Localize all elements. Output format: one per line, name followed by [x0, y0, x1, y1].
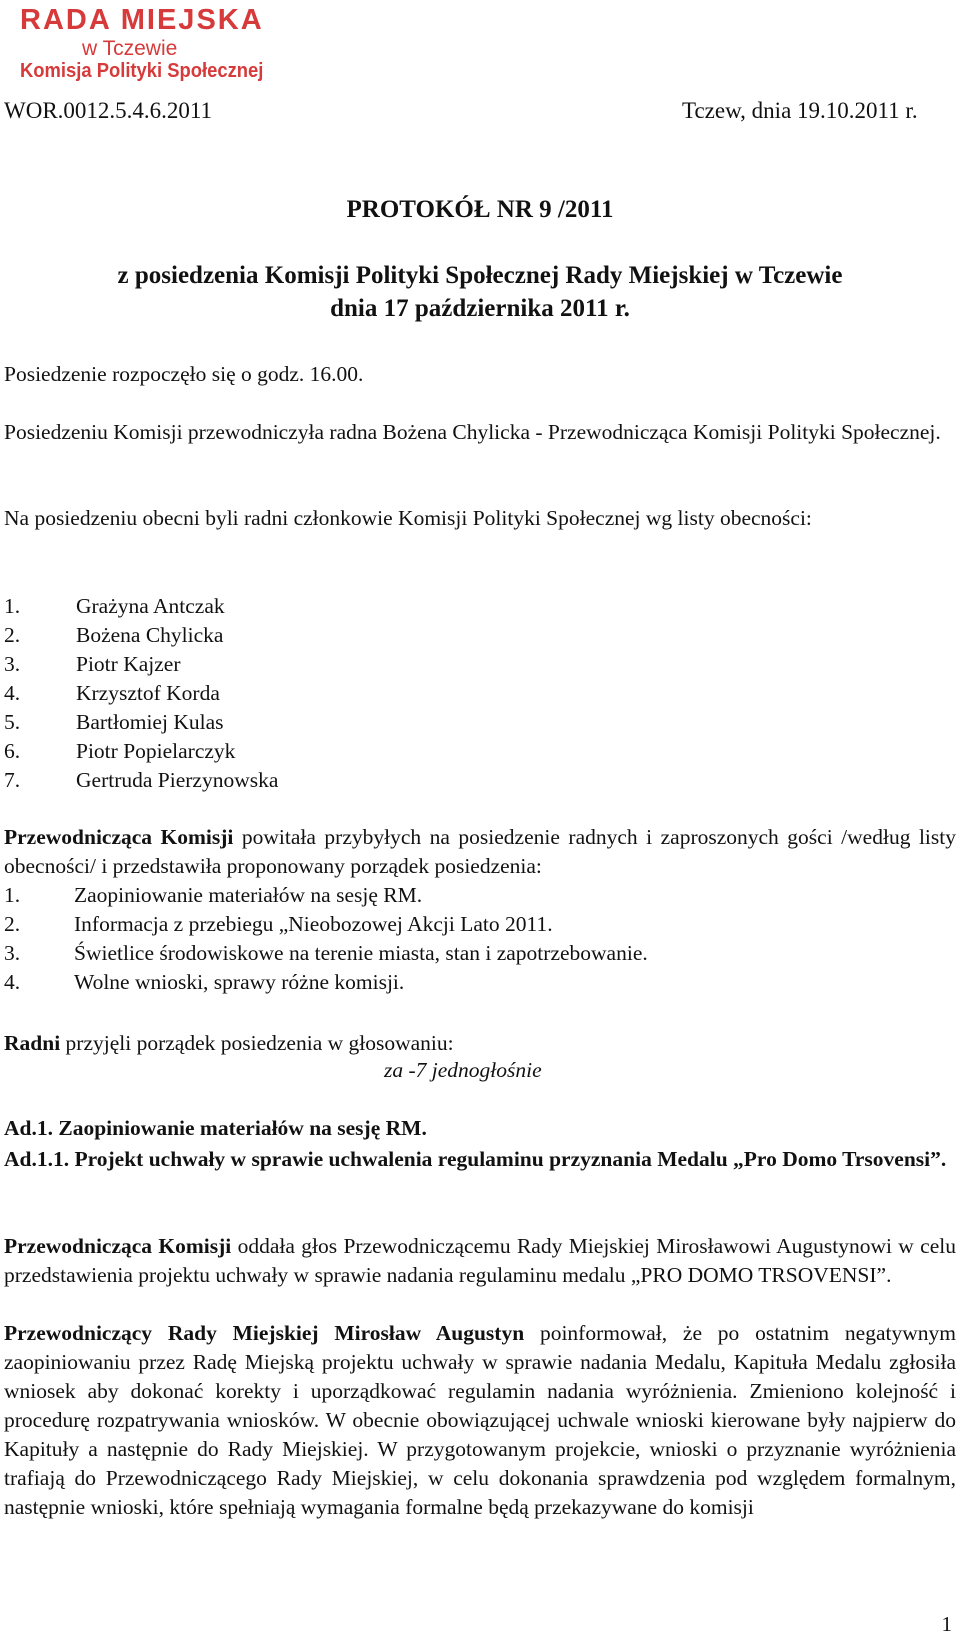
attendance-intro: Na posiedzeniu obecni byli radni członkowie Komisji Polityki Społecznej wg listy obecności:: [4, 506, 812, 530]
meeting-chair: Posiedzeniu Komisji przewodniczyła radna Bożena Chylicka - Przewodnicząca Komisji Polityki Społecznej.: [4, 420, 941, 444]
list-item: 3. Piotr Kajzer: [4, 652, 181, 676]
list-item: 4. Krzysztof Korda: [4, 681, 220, 705]
list-item: 2. Bożena Chylicka: [4, 623, 224, 647]
logo-line-3: Komisja Polityki Społecznej: [20, 60, 264, 82]
members-list: [4, 592, 278, 795]
give-floor-paragraph: Przewodnicząca Komisji oddała głos Przewodniczącemu Rady Miejskiej Mirosławowi Augustynowi w celu przedstawienia projektu uchwały w sprawie nadania regulaminu medalu „PRO DOMO TRSOVENSI”.: [4, 1234, 956, 1287]
meeting-start: Posiedzenie rozpoczęło się o godz. 16.00.: [4, 362, 364, 386]
vote-paragraph: Radni przyjęli porządek posiedzenia w głosowaniu:: [4, 1031, 454, 1055]
list-item: 2. Informacja z przebiegu „Nieobozowej Akcji Lato 2011.: [4, 912, 553, 936]
protocol-subtitle: z posiedzenia Komisji Polityki Społecznej Rady Miejskiej w Tczewie: [117, 262, 843, 289]
list-item: 1. Zaopiniowanie materiałów na sesję RM.: [4, 883, 423, 907]
list-item: 4. Wolne wnioski, sprawy różne komisji.: [4, 970, 405, 994]
list-item: 6. Piotr Popielarczyk: [4, 739, 236, 763]
place-date: Tczew, dnia 19.10.2011 r.: [682, 98, 918, 123]
section-heading: Ad.1. Zaopiniowanie materiałów na sesję RM.: [4, 1116, 427, 1140]
logo-line-2: w Tczewie: [82, 37, 178, 60]
list-item: 5. Bartłomiej Kulas: [4, 710, 224, 734]
welcome-paragraph: Przewodnicząca Komisji powitała przybyłych na posiedzenie radnych i zaproszonych gości /według listy obecności/ i przedstawiła proponowany porządek posiedzenia:: [4, 825, 956, 878]
list-item: 1. Grażyna Antczak: [4, 594, 225, 618]
agenda-list: [4, 881, 648, 997]
vote-result: za -7 jednogłośnie: [384, 1058, 542, 1082]
protocol-title: PROTOKÓŁ NR 9 /2011: [346, 196, 614, 223]
augustyn-paragraph: Przewodniczący Rady Miejskiej Mirosław Augustyn poinformował, że po ostatnim negatywnym zaopiniowaniu przez Radę Miejską projektu uchwały w sprawie nadania Medalu, Kapituła Medalu zgłosiła wniosek aby dokonać korekty i uporządkować regulamin nadania wyróżnienia. Zmieniono kolejność i procedurę rozpatrywania wniosków. W obecnie obowiązującej uchwale wnioski kierowane były najpierw do Kapituły a następnie do Rady Miejskiej. W przygotowanym projekcie, wnioski o przyznanie wyróżnienia trafiają do Przewodniczącego Rady Miejskiej, w celu dokonania sprawdzenia pod względem formalnym, następnie wnioski, które spełniają wymagania formalne będą przekazywane do komisji: [4, 1321, 956, 1519]
logo-line-1: RADA MIEJSKA: [20, 4, 264, 36]
page-number: 1: [941, 1612, 952, 1636]
document-reference: WOR.0012.5.4.6.2011: [4, 98, 213, 123]
list-item: 3. Świetlice środowiskowe na terenie miasta, stan i zapotrzebowanie.: [4, 941, 648, 965]
subsection-heading: Ad.1.1. Projekt uchwały w sprawie uchwalenia regulaminu przyznania Medalu „Pro Domo Trsovensi”.: [4, 1147, 947, 1171]
council-logo: [20, 4, 290, 90]
protocol-date: dnia 17 października 2011 r.: [330, 295, 630, 322]
list-item: 7. Gertruda Pierzynowska: [4, 768, 279, 792]
